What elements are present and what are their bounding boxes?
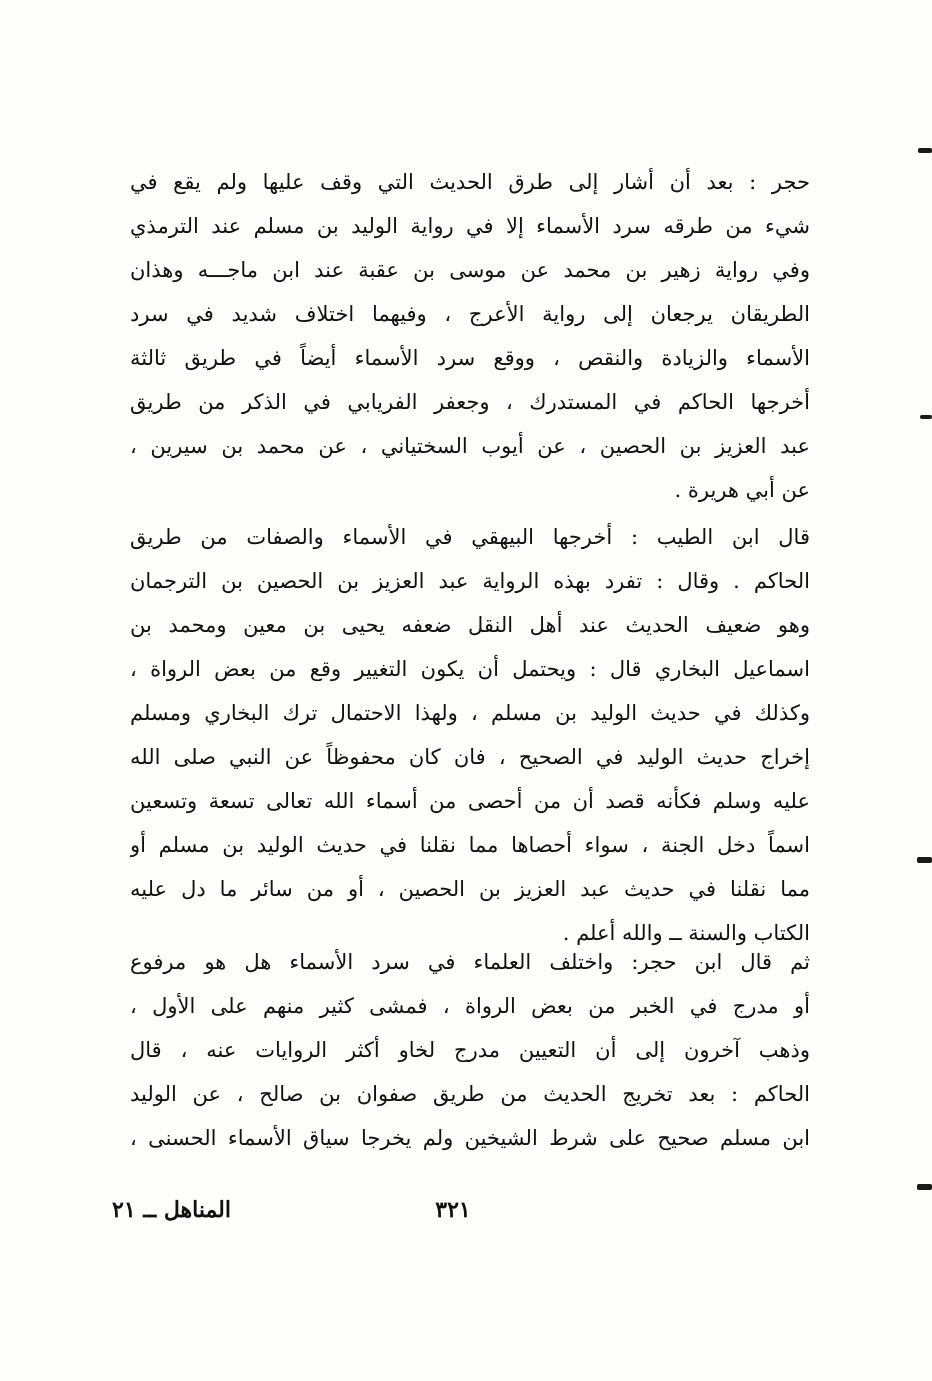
text-line: أخرجها الحاكم في المستدرك ، وجعفر الفريابي في الذكر من طريق: [130, 390, 810, 414]
scan-margin-mark: [918, 148, 932, 153]
scan-margin-mark: [920, 415, 932, 419]
text-line: وذهب آخرون إلى أن التعيين مدرج لخاو أكثر الروايات عنه ، قال: [130, 1038, 810, 1062]
text-line: قال ابن الطيب : أخرجها البيهقي في الأسماء والصفات من طريق: [130, 525, 810, 549]
scan-margin-mark: [917, 857, 932, 863]
paragraph-1: [130, 160, 810, 512]
paragraph-3: [130, 940, 810, 1160]
text-line: الحاكم . وقال : تفرد بهذه الرواية عبد العزيز بن الحصين بن الترجمان: [130, 569, 810, 593]
text-line: اسماً دخل الجنة ، سواء أحصاها مما نقلنا في حديث الوليد بن مسلم أو: [130, 833, 810, 857]
text-line: وكذلك في حديث الوليد بن مسلم ، ولهذا الاحتمال ترك البخاري ومسلم: [130, 701, 810, 725]
page-number: ٣٢١: [435, 1197, 471, 1223]
text-line: ثم قال ابن حجر: واختلف العلماء في سرد الأسماء هل هو مرفوع: [130, 950, 810, 974]
text-line: شيء من طرقه سرد الأسماء إلا في رواية الوليد بن مسلم عند الترمذي: [130, 214, 810, 238]
scan-margin-mark: [917, 1184, 932, 1190]
text-line: الكتاب والسنة ــ والله أعلم .: [562, 921, 810, 945]
text-line: عليه وسلم فكأنه قصد أن من أحصى من أسماء الله تعالى تسعة وتسعين: [130, 789, 810, 813]
text-line: وفي رواية زهير بن محمد عن موسى بن عقبة عند ابن ماجـــه وهذان: [130, 258, 810, 282]
text-line: أو مدرج في الخبر من بعض الرواة ، فمشى كثير منهم على الأول ،: [130, 994, 810, 1018]
text-line: مما نقلنا في حديث عبد العزيز بن الحصين ، أو من سائر ما دل عليه: [130, 877, 810, 901]
text-line: حجر : بعد أن أشار إلى طرق الحديث التي وقف عليها ولم يقع في: [130, 170, 810, 194]
paragraph-2: [130, 515, 810, 955]
text-line: عن أبي هريرة .: [674, 478, 810, 502]
text-line: الحاكم : بعد تخريج الحديث من طريق صفوان بن صالح ، عن الوليد: [130, 1082, 810, 1106]
text-line: الأسماء والزيادة والنقص ، ووقع سرد الأسماء أيضاً في طريق ثالثة: [130, 346, 810, 370]
text-line: ابن مسلم صحيح على شرط الشيخين ولم يخرجا سياق الأسماء الحسنى ،: [130, 1126, 810, 1150]
text-line: وهو ضعيف الحديث عند أهل النقل ضعفه يحيى بن معين ومحمد بن: [130, 613, 810, 637]
text-line: إخراج حديث الوليد في الصحيح ، فان كان محفوظاً عن النبي صلى الله: [130, 745, 810, 769]
text-line: اسماعيل البخاري قال : ويحتمل أن يكون التغيير وقع من بعض الرواة ،: [130, 657, 810, 681]
footer-signature: المناهل ــ ٢١: [112, 1197, 231, 1223]
text-line: عبد العزيز بن الحصين ، عن أيوب السختياني ، عن محمد بن سيرين ،: [130, 434, 810, 458]
text-line: الطريقان يرجعان إلى رواية الأعرج ، وفيهما اختلاف شديد في سرد: [130, 302, 810, 326]
